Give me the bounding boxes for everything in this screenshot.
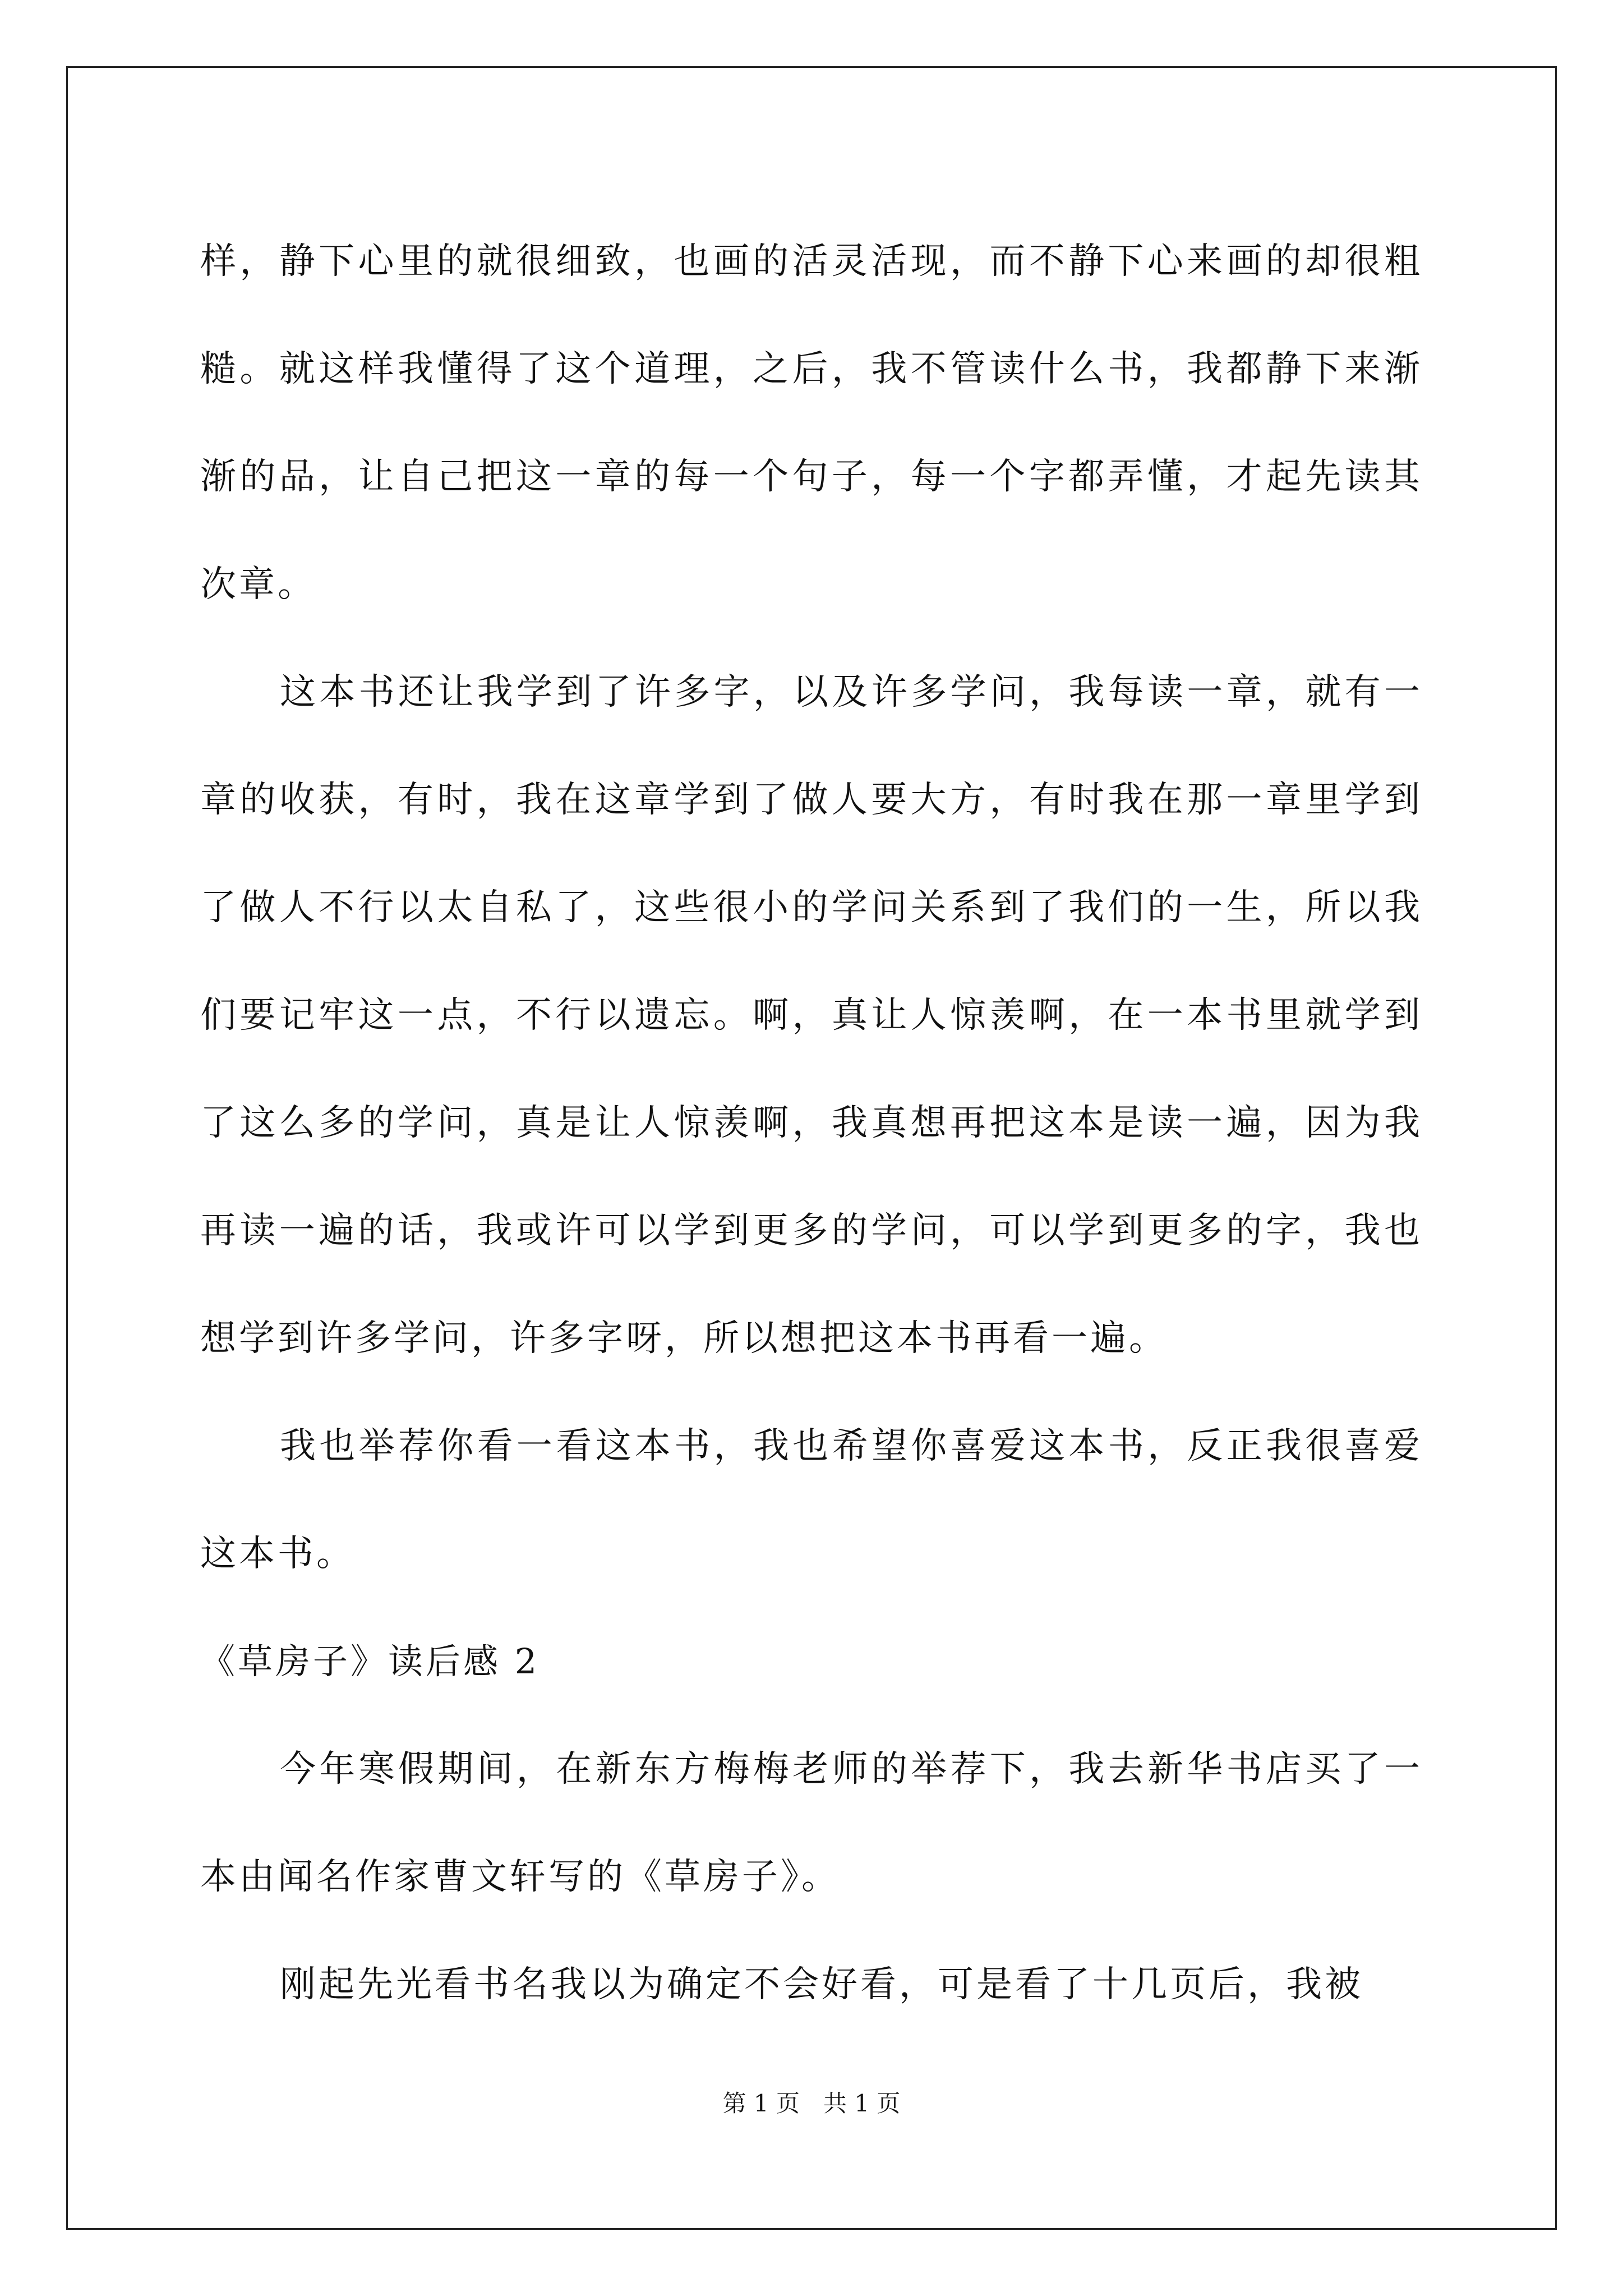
document-body: [200, 208, 1423, 2039]
paragraph: 样，静下心里的就很细致，也画的活灵活现，而不静下心来画的却很粗糙。就这样我懂得了这个道理，之后，我不管读什么书，我都静下来渐渐的品，让自己把这一章的每一个句子，每一个字都弄懂，才起先读其次章。: [200, 241, 1423, 605]
paragraph: 我也举荐你看一看这本书，我也希望你喜爱这本书，反正我很喜爱这本书。: [200, 1425, 1423, 1575]
page-footer: 第 1 页 共 1 页: [722, 2090, 901, 2117]
paragraph: 今年寒假期间，在新东方梅梅老师的举荐下，我去新华书店买了一本由闻名作家曹文轩写的《草房子》。: [200, 1749, 1423, 1898]
paragraph: 刚起先光看书名我以为确定不会好看，可是看了十几页后，我被: [280, 1964, 1363, 2005]
section-heading: 《草房子》读后感 2: [200, 1641, 540, 1682]
paragraph: 这本书还让我学到了许多字，以及许多学问，我每读一章，就有一章的收获，有时，我在这章学到了做人要大方，有时我在那一章里学到了做人不行以太自私了，这些很小的学问关系到了我们的一生，所以我们要记牢这一点，不行以遗忘。啊，真让人惊羡啊，在一本书里就学到了这么多的学问，真是让人惊羡啊，我真想再把这本是读一遍，因为我再读一遍的话，我或许可以学到更多的学问，可以学到更多的字，我也想学到许多学问，许多字呀，所以想把这本书再看一遍。: [200, 671, 1423, 1359]
